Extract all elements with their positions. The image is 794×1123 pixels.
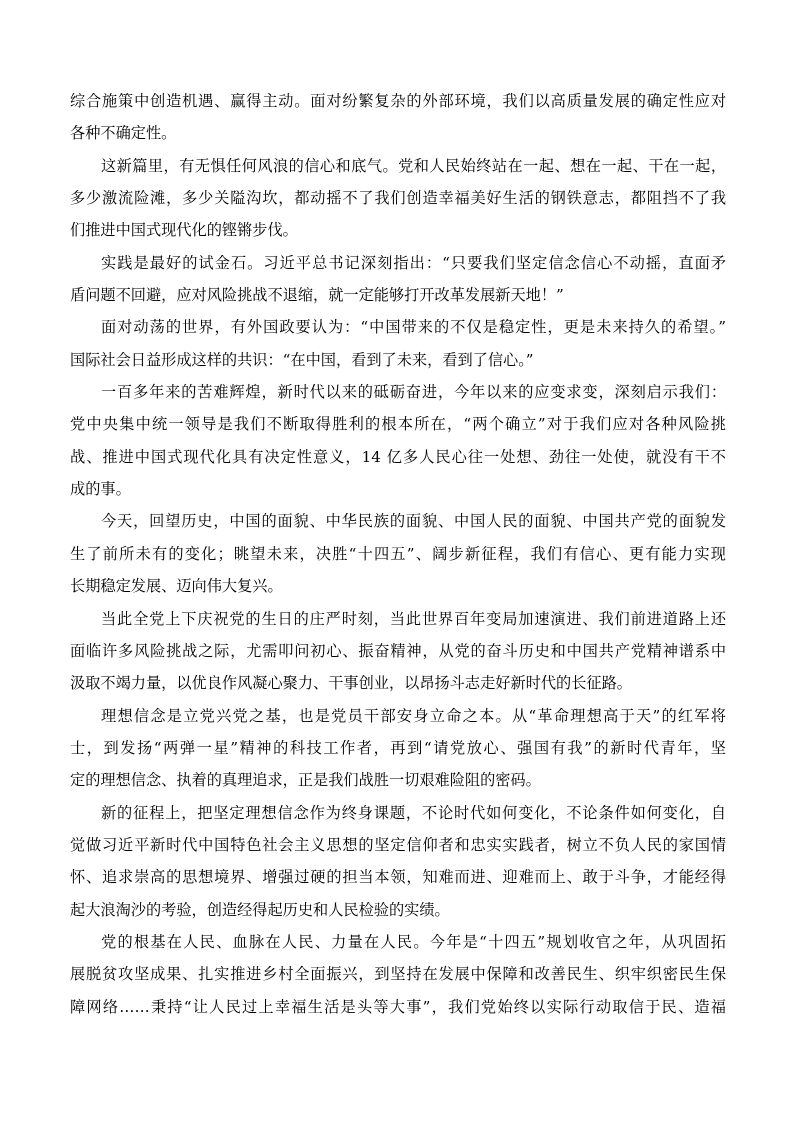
body-paragraph — [70, 376, 726, 505]
text-line: 一百多年来的苦难辉煌，新时代以来的砥砺奋进，今年以来的应变求变，深刻启示我们： — [101, 383, 726, 402]
body-paragraph — [70, 797, 726, 926]
text-line: 盾问题不回避，应对风险挑战不退缩，就一定能够打开改革发展新天地！” — [70, 286, 564, 305]
text-line: 这新篇里，有无惧任何风浪的信心和底气。党和人民始终站在一起、想在一起、干在一起， — [101, 156, 726, 175]
body-paragraph — [70, 311, 726, 376]
text-line: 士，到发扬“两弹一星”精神的科技工作者，再到“请党放心、强国有我”的新时代青年，坚 — [70, 738, 726, 757]
text-line: 理想信念是立党兴党之基，也是党员干部安身立命之本。从“革命理想高于天”的红军将 — [101, 706, 726, 725]
body-paragraph — [70, 926, 726, 1023]
text-line: 汲取不竭力量，以优良作风凝心聚力、干事创业，以昂扬斗志走好新时代的长征路。 — [70, 674, 632, 693]
text-line: 党的根基在人民、血脉在人民、力量在人民。今年是“十四五”规划收官之年，从巩固拓 — [101, 932, 726, 951]
body-paragraph — [70, 85, 726, 150]
text-line: 起大浪淘沙的考验，创造经得起历史和人民检验的实绩。 — [70, 900, 450, 919]
text-line: 新的征程上，把坚定理想信念作为终身课题，不论时代如何变化，不论条件如何变化，自 — [101, 803, 726, 822]
text-line: 各种不确定性。 — [70, 124, 177, 143]
text-line: 综合施策中创造机遇、赢得主动。面对纷繁复杂的外部环境，我们以高质量发展的确定性应对 — [70, 92, 726, 110]
body-paragraph — [70, 603, 726, 700]
text-line: 面对动荡的世界，有外国政要认为：“中国带来的不仅是稳定性，更是未来持久的希望。” — [101, 318, 726, 337]
text-line: 生了前所未有的变化；眺望未来，决胜“十四五”、阔步新征程，我们有信心、更有能力实现 — [70, 544, 726, 563]
text-line: 战、推进中国式现代化具有决定性意义，14 亿多人民心往一处想、劲往一处使，就没有干不 — [70, 447, 726, 466]
body-paragraph — [70, 700, 726, 797]
text-line: 定的理想信念、执着的真理追求，正是我们战胜一切艰难险阻的密码。 — [70, 771, 541, 790]
text-line: 展脱贫攻坚成果、扎实推进乡村全面振兴，到坚持在发展中保障和改善民生、织牢织密民生保 — [70, 965, 726, 984]
body-paragraph — [70, 247, 726, 312]
text-line: 国际社会日益形成这样的共识：“在中国，看到了未来，看到了信心。” — [70, 350, 534, 369]
text-line: 面临许多风险挑战之际，尤需叩问初心、振奋精神，从党的奋斗历史和中国共产党精神谱系中 — [70, 641, 726, 660]
text-line: 实践是最好的试金石。习近平总书记深刻指出：“只要我们坚定信念信心不动摇，直面矛 — [101, 253, 726, 272]
text-line: 成的事。 — [70, 480, 131, 499]
document-page — [70, 85, 726, 1023]
text-line: 怀、追求崇高的思想境界、增强过硬的担当本领，知难而进、迎难而上、敢于斗争，才能经得 — [70, 868, 726, 887]
text-line: 长期稳定发展、迈向伟大复兴。 — [70, 577, 283, 596]
text-line: 们推进中国式现代化的铿锵步伐。 — [70, 221, 298, 240]
body-paragraph — [70, 150, 726, 247]
body-paragraph — [70, 505, 726, 602]
text-line: 多少激流险滩，多少关隘沟坎，都动摇不了我们创造幸福美好生活的钢铁意志，都阻挡不了我 — [70, 189, 726, 208]
text-line: 觉做习近平新时代中国特色社会主义思想的坚定信仰者和忠实实践者，树立不负人民的家国情 — [70, 835, 726, 854]
text-line: 障网络……秉持“让人民过上幸福生活是头等大事”，我们党始终以实际行动取信于民、造福 — [70, 997, 726, 1016]
text-line: 当此全党上下庆祝党的生日的庄严时刻，当此世界百年变局加速演进、我们前进道路上还 — [101, 609, 726, 628]
text-line: 党中央集中统一领导是我们不断取得胜利的根本所在，“两个确立”对于我们应对各种风险挑 — [70, 415, 726, 434]
text-line: 今天，回望历史，中国的面貌、中华民族的面貌、中国人民的面貌、中国共产党的面貌发 — [101, 512, 726, 531]
